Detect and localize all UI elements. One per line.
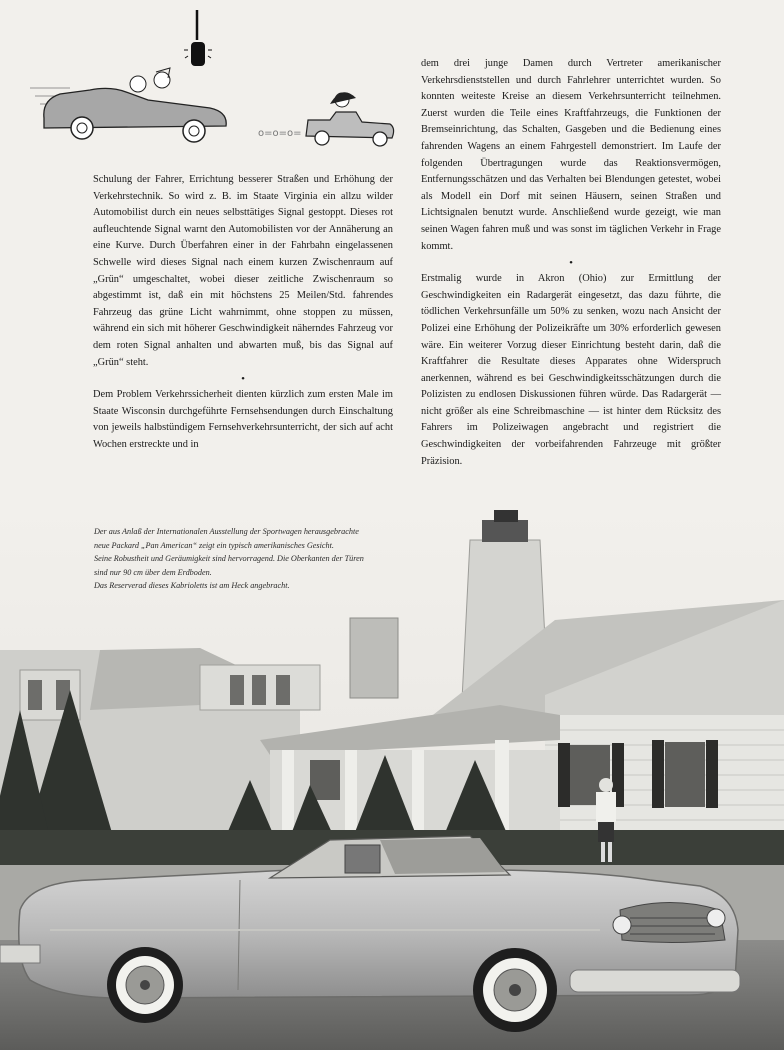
caption-line: Das Reserverad dieses Kabrioletts ist am Heck angebracht. (94, 581, 290, 591)
speeding-car-icon (44, 68, 226, 142)
separator: • (569, 257, 573, 270)
caption-line: neue Packard „Pan American“ zeigt ein typisch amerikanisches Gesicht. (94, 540, 334, 550)
paragraph: Dem Problem Verkehrssicherheit dienten kürzlich zum ersten Male im Staate Wisconsin durchgeführte Fernsehsendungen durch Einschaltung von jeweils halbstündigem Fernsehverkehrsunterricht, der sich auf acht Wochen erstreckte und in (93, 389, 393, 450)
photo-caption (94, 525, 434, 593)
traffic-signal-cartoon (30, 8, 410, 158)
svg-text:o=o=o=: o=o=o= (258, 128, 302, 139)
caption-line: Der aus Anlaß der Internationalen Ausstellung der Sportwagen herausgebrachte (94, 527, 359, 536)
caption-line: sind nur 90 cm über dem Erdboden. (94, 567, 212, 577)
traffic-signal-icon (184, 10, 212, 66)
paragraph: dem drei junge Damen durch Vertreter amerikanischer Verkehrsdienststellen und durch Fahrlehrer unterrichtet wurden. So konnten weiteste Kreise an diesem Verkehrsunterricht teilnehmen. Zuerst wurden die Teile eines Kraftfahrzeugs, die Funktionen der Bremseinrichtung, das Schalten, Gasgeben und die Bedienung eines fahrenden Wagens an einem Fahrgestell demonstriert. Im Laufe der folgenden Übertragungen wurde das Reaktionsvermögen, Entfernungsschätzen und das Verhalten bei Blendungen getestet, wobei als Modell ein Dorf mit seinen Häusern, seinen Straßen und Lichtsignalen benutzt wurde. Anschließend wurde gezeigt, wie man seinen Wagen fahren muß und was sonst im täglichen Verkehr in Frage kommt. (421, 58, 721, 252)
caption-line: Seine Robustheit und Geräumigkeit sind hervorragend. Die Oberkanten der Türen (94, 554, 364, 564)
left-text-column (93, 172, 393, 454)
paragraph: Schulung der Fahrer, Errichtung besserer Straßen und Erhöhung der Verkehrstechnik. So wird z. B. im Staate Virginia ein allzu wilder Automobilist durch ein neues selbsttätiges Signal gestoppt. Dieses rot aufleuchtende Signal warnt den Automobilisten vor der Annäherung an eine Kurve. Durch Überfahren einer in der Fahrbahn eingelassenen Schwelle wird dieses Signal nach einem kurzen Zwischenraum auf „Grün“ umgeschaltet, wobei dieser zeitliche Zwischenraum so abgestimmt ist, daß ein mit höchstens 25 Meilen/Std. fahrendes Fahrzeug das grüne Licht wahrnimmt, ohne stoppen zu müssen, während ein sich mit höherer Geschwindigkeit näherndes Fahrzeug vor dem roten Signal anhalten und abwarten muß, bis das Signal auf „Grün“ steht. (93, 174, 393, 368)
paragraph: Erstmalig wurde in Akron (Ohio) zur Ermittlung der Geschwindigkeiten ein Radargerät eingesetzt, das dazu führte, die tödlichen Verkehrsunfälle um 50% zu senken, wozu nach Ansicht der Polizei eine Erhöhung der Polizeikräfte um 30% erforderlich gewesen wäre. Ein weiterer Vorzug dieser Einrichtung besteht darin, daß die Kraftfahrer die Resultate dieses Apparates ohne Widerspruch anerkennen, während es bei Geschwindigkeitsschätzungen durch die Polizisten zu endlosen Diskussionen führen würde. Das Radargerät — nicht größer als eine Schreibmaschine — ist hinter dem Rücksitz des Fahrers im Polizeiwagen angebracht und registriert die Geschwindigkeiten der vorbeifahrenden Fahrzeuge mit größter Präzision. (421, 273, 721, 467)
slow-car-icon (306, 92, 394, 146)
separator: • (241, 373, 245, 386)
right-text-column (421, 56, 721, 470)
